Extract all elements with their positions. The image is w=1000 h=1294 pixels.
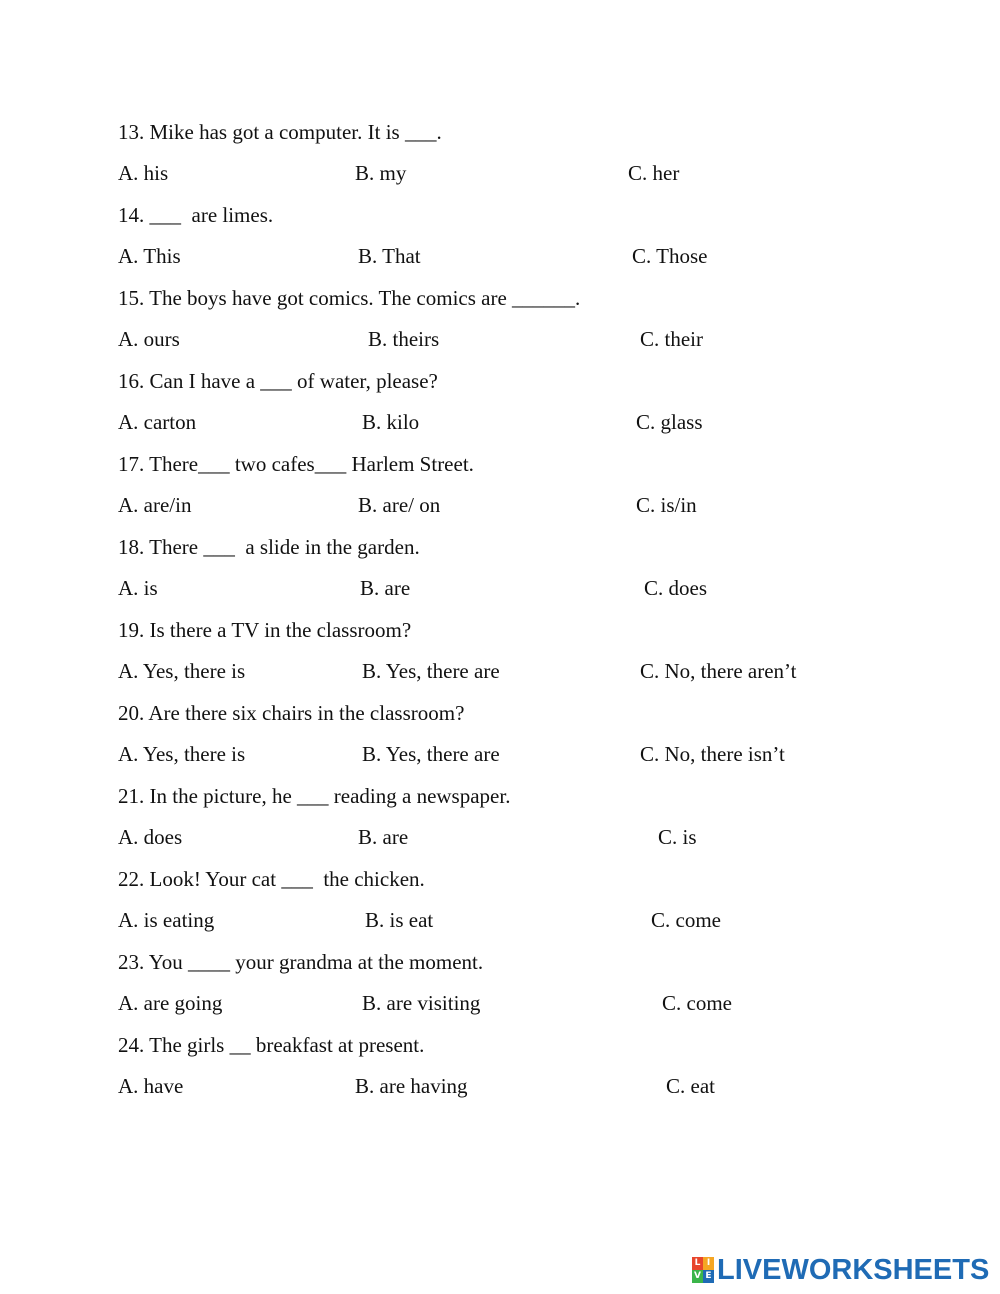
question-13-option-a: A. his: [118, 161, 169, 185]
logo-letter-l: L: [692, 1257, 703, 1270]
question-18-option-c: C. does: [644, 576, 707, 600]
brand-text: LIVEWORKSHEETS: [717, 1253, 990, 1286]
logo-letter-v: V: [692, 1270, 703, 1283]
question-24-option-a: A. have: [118, 1074, 184, 1098]
question-21-stem: 21. In the picture, he ___ reading a newspaper.: [118, 784, 511, 808]
question-17-option-c: C. is/in: [636, 493, 697, 517]
question-19-stem: 19. Is there a TV in the classroom?: [118, 618, 412, 642]
question-14-option-c: C. Those: [632, 244, 708, 268]
logo-letter-e: E: [703, 1270, 714, 1283]
liveworksheets-logo-icon: [692, 1257, 714, 1283]
question-19-option-c: C. No, there aren’t: [640, 659, 797, 683]
question-13-option-b: B. my: [355, 161, 407, 185]
question-13-option-c: C. her: [628, 161, 680, 185]
question-18-stem: 18. There ___ a slide in the garden.: [118, 535, 420, 559]
question-16-option-b: B. kilo: [362, 410, 420, 434]
question-18-option-b: B. are: [360, 576, 411, 600]
question-15-option-c: C. their: [640, 327, 703, 351]
question-23-option-c: C. come: [662, 991, 732, 1015]
question-15-option-a: A. ours: [118, 327, 180, 351]
question-20-option-c: C. No, there isn’t: [640, 742, 785, 766]
question-23-option-a: A. are going: [118, 991, 223, 1015]
question-23-option-b: B. are visiting: [362, 991, 481, 1015]
question-14-option-a: A. This: [118, 244, 181, 268]
question-22-option-b: B. is eat: [365, 908, 434, 932]
question-17-stem: 17. There___ two cafes___ Harlem Street.: [118, 452, 474, 476]
question-22-option-c: C. come: [651, 908, 721, 932]
question-20-option-a: A. Yes, there is: [118, 742, 246, 766]
question-14-stem: 14. ___ are limes.: [118, 203, 274, 227]
question-19-option-a: A. Yes, there is: [118, 659, 246, 683]
question-16-stem: 16. Can I have a ___ of water, please?: [118, 369, 438, 393]
question-22-stem: 22. Look! Your cat ___ the chicken.: [118, 867, 425, 891]
question-16-option-c: C. glass: [636, 410, 703, 434]
question-18-option-a: A. is: [118, 576, 158, 600]
question-17-option-b: B. are/ on: [358, 493, 441, 517]
question-16-option-a: A. carton: [118, 410, 197, 434]
question-20-option-b: B. Yes, there are: [362, 742, 500, 766]
question-20-stem: 20. Are there six chairs in the classroom?: [118, 701, 465, 725]
liveworksheets-brand: [692, 1254, 989, 1286]
question-24-stem: 24. The girls __ breakfast at present.: [118, 1033, 425, 1057]
question-24-option-c: C. eat: [666, 1074, 715, 1098]
question-21-option-b: B. are: [358, 825, 409, 849]
question-19-option-b: B. Yes, there are: [362, 659, 500, 683]
question-24-option-b: B. are having: [355, 1074, 468, 1098]
question-13-stem: 13. Mike has got a computer. It is ___.: [118, 120, 442, 144]
question-22-option-a: A. is eating: [118, 908, 215, 932]
question-23-stem: 23. You ____ your grandma at the moment.: [118, 950, 484, 974]
question-15-option-b: B. theirs: [368, 327, 440, 351]
question-21-option-a: A. does: [118, 825, 183, 849]
question-14-option-b: B. That: [358, 244, 421, 268]
logo-letter-i: I: [703, 1257, 714, 1270]
question-21-option-c: C. is: [658, 825, 697, 849]
question-17-option-a: A. are/in: [118, 493, 192, 517]
question-15-stem: 15. The boys have got comics. The comics are ______.: [118, 286, 581, 310]
